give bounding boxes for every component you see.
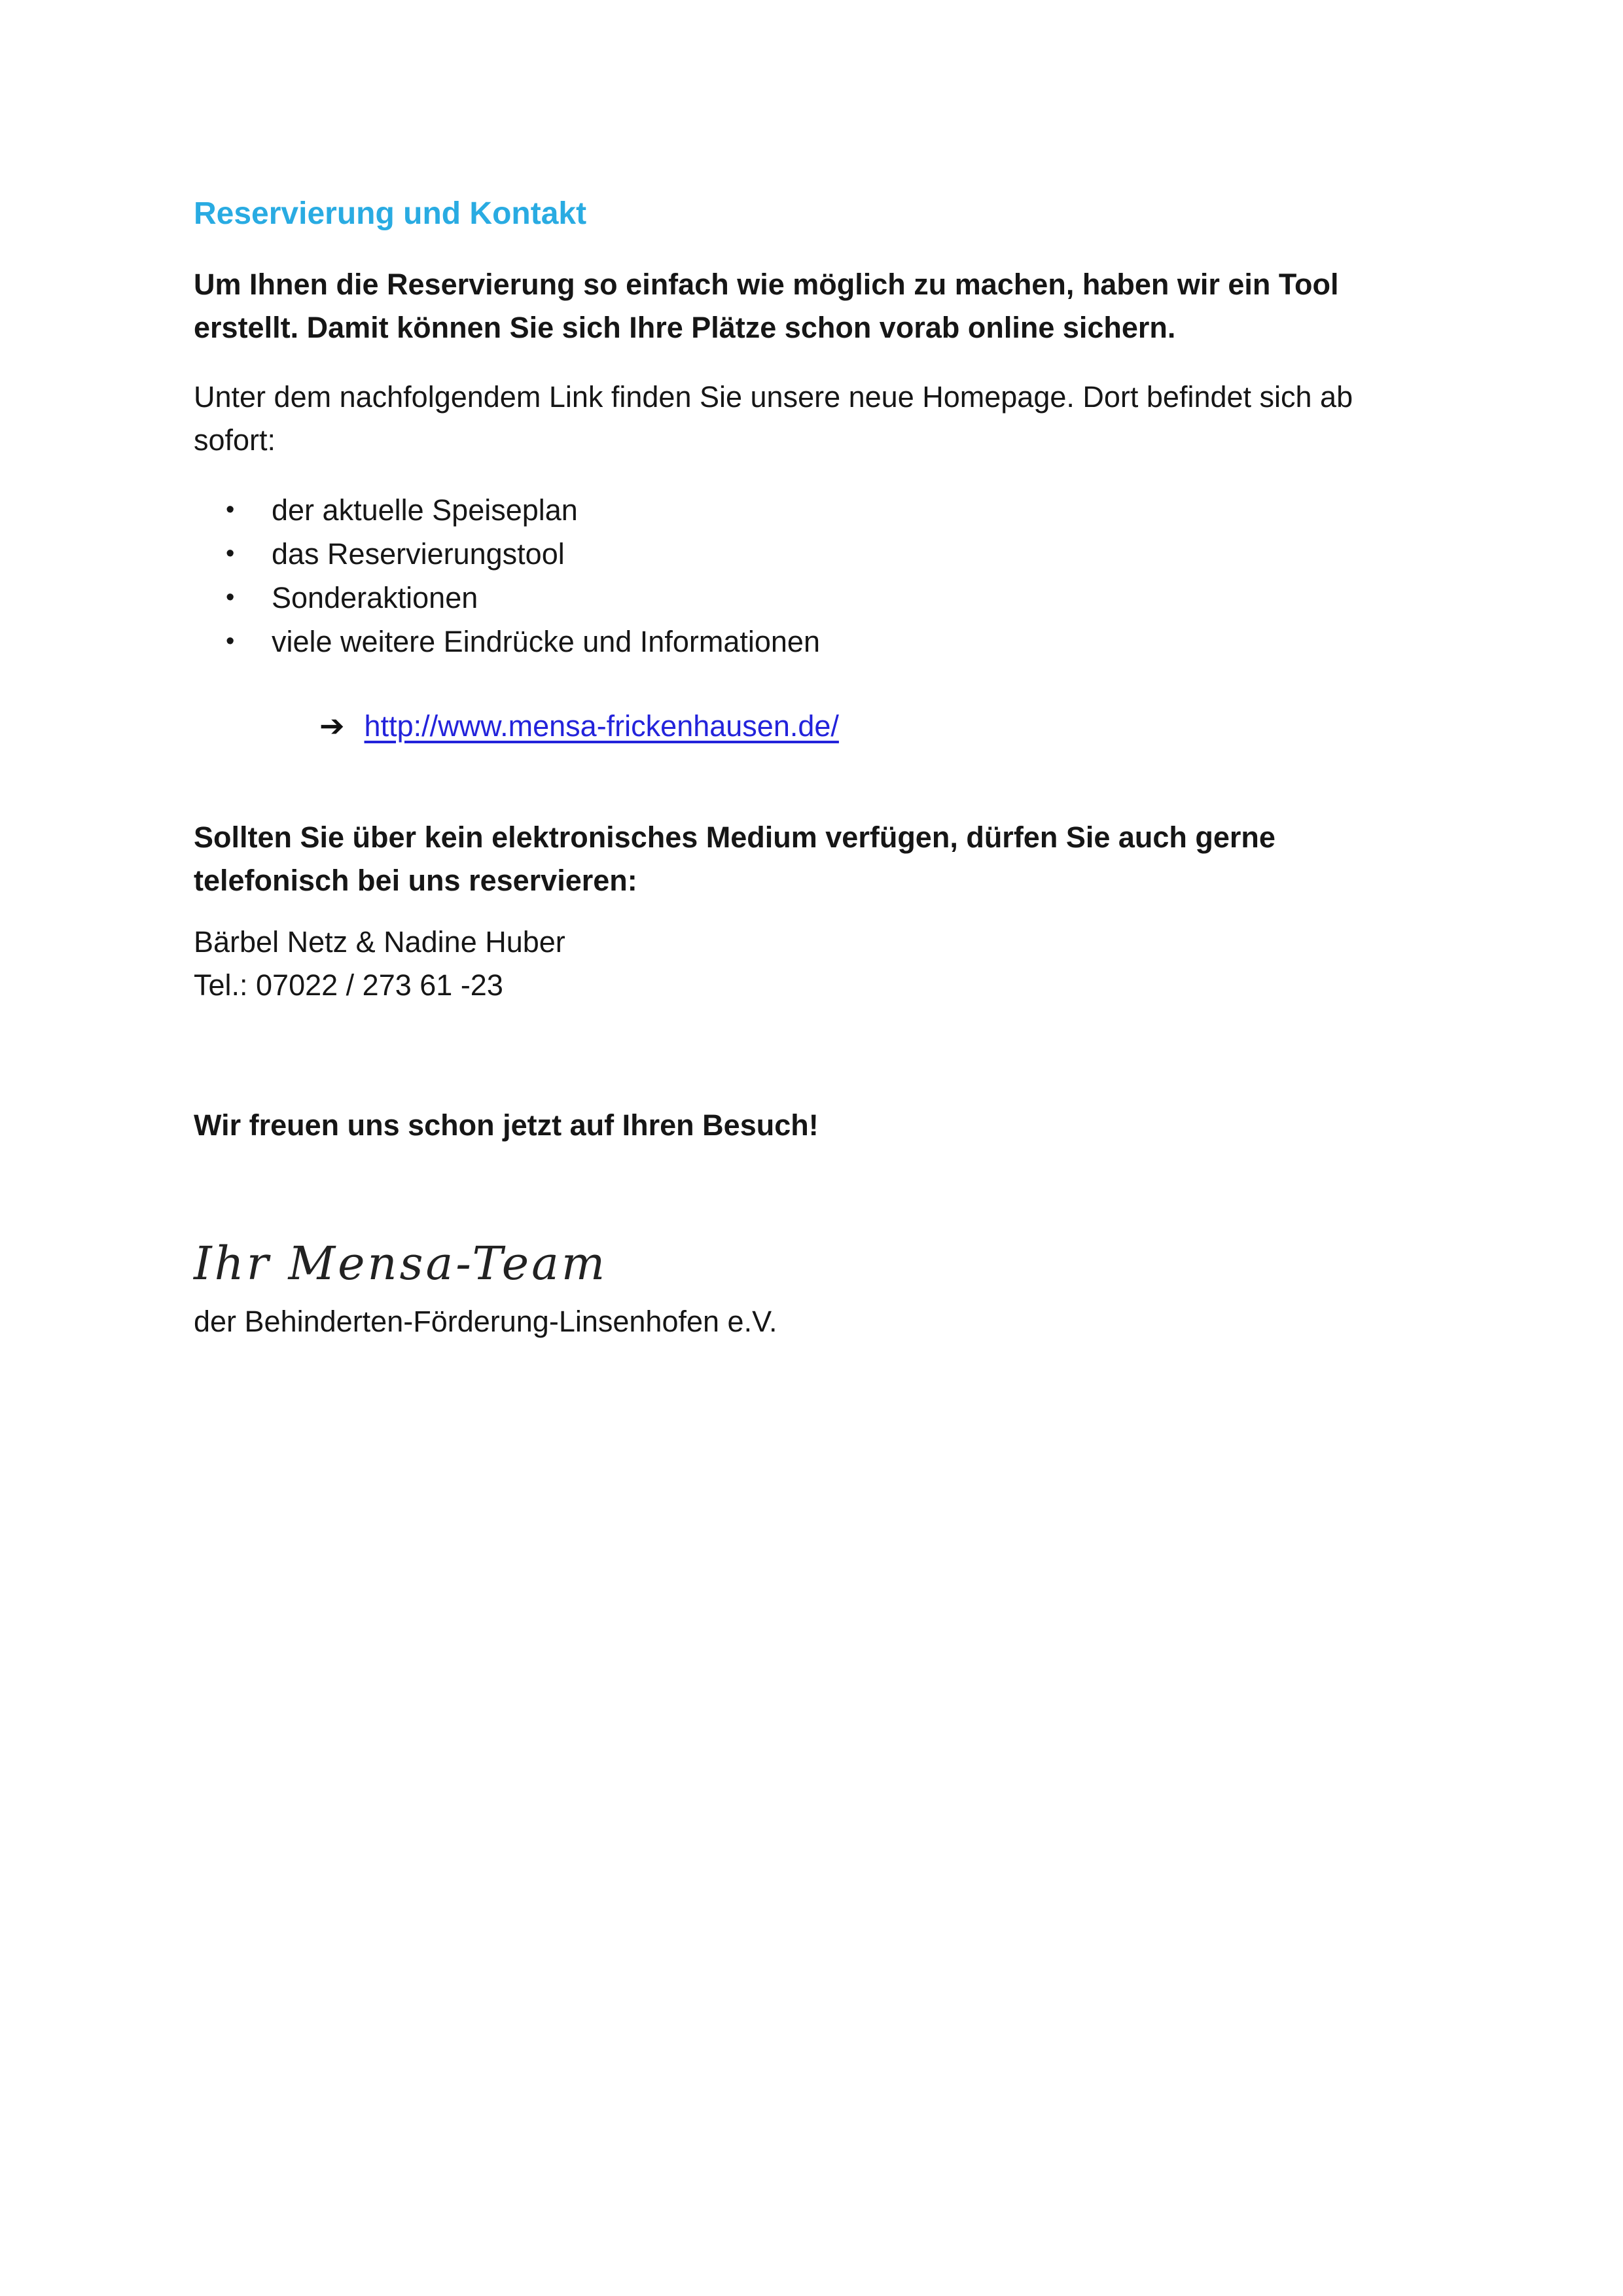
contact-block (194, 921, 1427, 1007)
intro-paragraph: Um Ihnen die Reservierung so einfach wie möglich zu machen, haben wir ein Tool erstellt. Damit können Sie sich Ihre Plätze schon vorab online sichern. (194, 268, 1339, 344)
link-row (194, 704, 1427, 748)
list-item-label: das Reservierungstool (272, 537, 565, 571)
link-intro-paragraph: Unter dem nachfolgendem Link finden Sie unsere neue Homepage. Dort befindet sich ab sofort: (194, 380, 1353, 457)
list-item (194, 532, 1427, 576)
list-item-label: viele weitere Eindrücke und Informationen (272, 625, 820, 658)
features-list (194, 488, 1427, 663)
bullet-icon: • (226, 584, 235, 611)
bullet-icon: • (226, 496, 235, 523)
bullet-icon: • (226, 627, 235, 655)
closing-paragraph: Wir freuen uns schon jetzt auf Ihren Besuch! (194, 1108, 819, 1142)
homepage-link[interactable]: http://www.mensa-frickenhausen.de/ (364, 709, 839, 743)
page-title: Reservierung und Kontakt (194, 196, 587, 231)
contact-names: Bärbel Netz & Nadine Huber (194, 925, 565, 959)
list-item (194, 576, 1427, 620)
contact-phone: Tel.: 07022 / 273 61 -23 (194, 968, 503, 1002)
list-item (194, 620, 1427, 663)
signature-text: Ihr Mensa-Team (194, 1237, 608, 1290)
list-item-label: Sonderaktionen (272, 581, 478, 614)
organization-name: der Behinderten-Förderung-Linsenhofen e.V. (194, 1305, 777, 1338)
arrow-right-icon: ➔ (319, 709, 345, 743)
bullet-icon: • (226, 540, 235, 567)
phone-info-paragraph: Sollten Sie über kein elektronisches Medium verfügen, dürfen Sie auch gerne telefonisch bei uns reservieren: (194, 821, 1275, 897)
list-item-label: der aktuelle Speiseplan (272, 493, 578, 527)
list-item (194, 488, 1427, 532)
